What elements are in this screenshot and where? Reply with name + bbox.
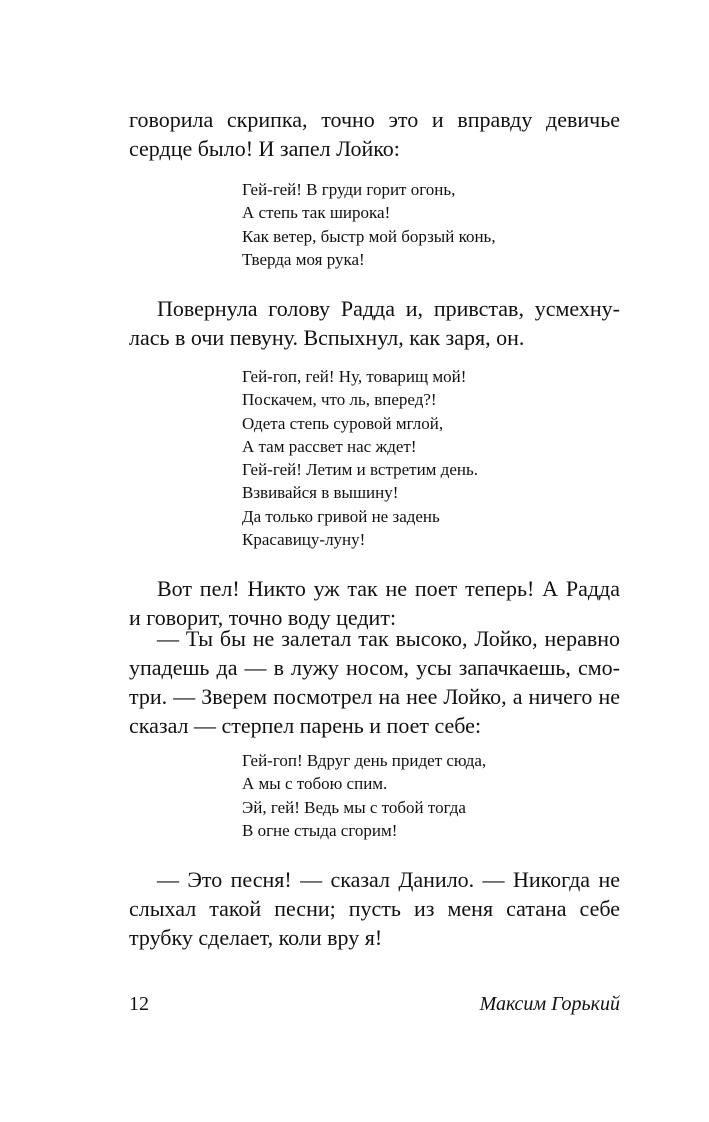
verse-line: Взвивайся в вышину! [242, 483, 399, 503]
paragraph-line: и говорит, точно воду цедит: [129, 605, 397, 630]
paragraph-line: — Это песня! — сказал Данило. — Никогда не [157, 867, 620, 892]
page-number: 12 [129, 993, 149, 1015]
paragraph-line: лась в очи певуну. Вспыхнул, как заря, он. [129, 325, 525, 350]
verse-2 [242, 365, 478, 551]
paragraph-5 [129, 865, 620, 952]
paragraph-line: сердце было! И запел Лойко: [129, 136, 400, 161]
paragraph-4 [129, 624, 620, 740]
verse-line: А там рассвет нас ждет! [242, 436, 417, 456]
paragraph-line: три. — Зверем посмотрел на нее Лойко, а ничего не [129, 684, 620, 709]
verse-line: Эй, гей! Ведь мы с тобой тогда [242, 797, 466, 817]
verse-line: Гей-гей! В груди горит огонь, [242, 180, 456, 199]
verse-line: Да только гривой не задень [242, 506, 440, 526]
paragraph-line: говорила скрипка, точно это и вправду девичье [129, 107, 620, 132]
verse-line: В огне стыда сгорим! [242, 820, 398, 840]
paragraph-line: Повернула голову Радда и, привстав, усмехну- [157, 296, 620, 321]
verse-line: Тверда моя рука! [242, 249, 365, 269]
verse-3 [242, 749, 486, 842]
verse-line: Одета степь суровой мглой, [242, 413, 444, 433]
paragraph-line: сказал — стерпел парень и поет себе: [129, 713, 482, 738]
verse-line: А мы с тобою спим. [242, 774, 388, 794]
paragraph-line: Вот пел! Никто уж так не поет теперь! А Радда [157, 576, 620, 601]
paragraph-line: — Ты бы не залетал так высоко, Лойко, неравно [157, 626, 620, 651]
verse-line: Гей-гоп! Вдруг день придет сюда, [242, 751, 487, 770]
running-title: Максим Горький [479, 993, 620, 1015]
paragraph-line: трубку сделает, коли вру я! [129, 925, 383, 950]
verse-1 [242, 178, 496, 271]
verse-line: Гей-гей! Летим и встретим день. [242, 460, 478, 480]
verse-line: Гей-гоп, гей! Ну, товарищ мой! [242, 367, 467, 386]
paragraph-line: упадешь да — в лужу носом, усы запачкаешь, смо- [129, 655, 620, 680]
verse-line: Красавицу-луну! [242, 530, 366, 550]
paragraph-2 [129, 294, 620, 352]
paragraph-1 [129, 105, 620, 163]
verse-line: Как ветер, быстр мой борзый конь, [242, 226, 496, 246]
verse-line: А степь так широка! [242, 203, 391, 223]
paragraph-line: слыхал такой песни; пусть из меня сатана себе [129, 896, 620, 921]
verse-line: Поскачем, что ль, вперед?! [242, 390, 437, 410]
